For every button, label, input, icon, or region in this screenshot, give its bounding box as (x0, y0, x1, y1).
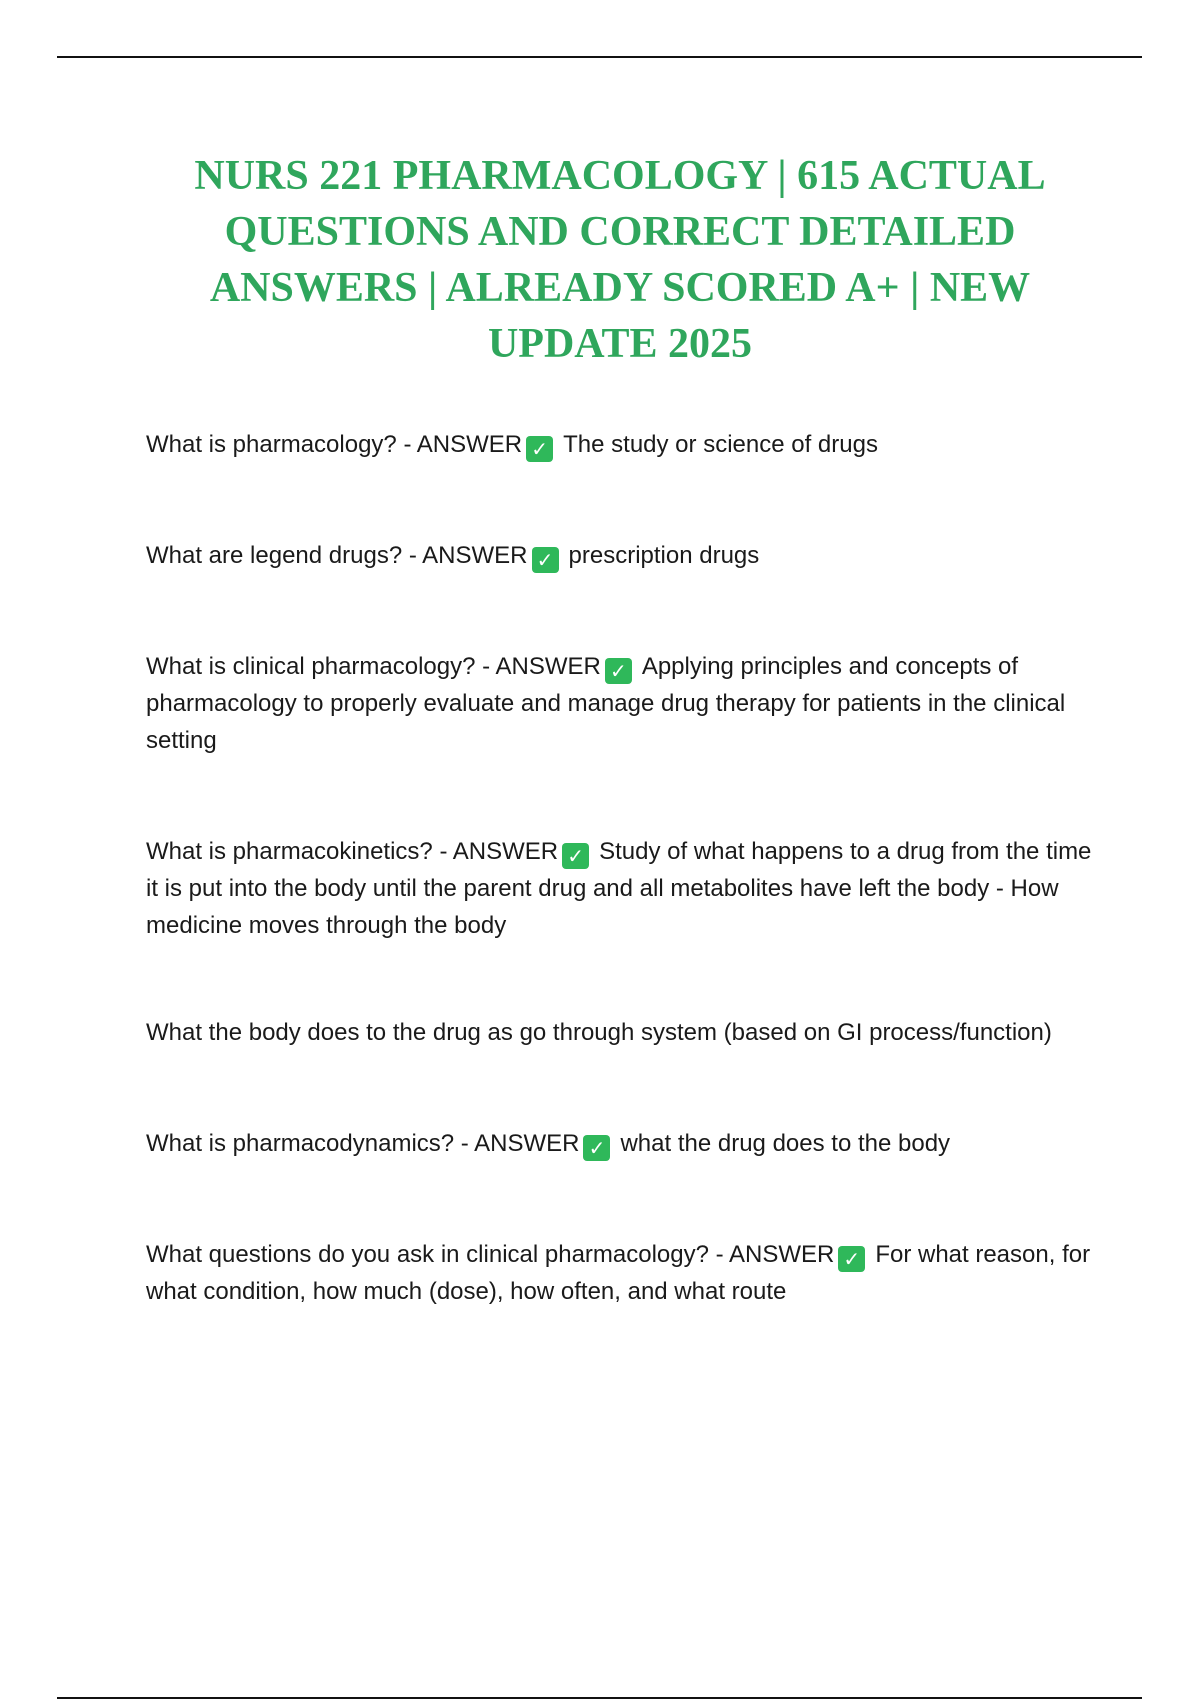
question-text: What is pharmacokinetics? - ANSWER (146, 838, 559, 865)
answer-text: what the drug does to the body (620, 1130, 951, 1157)
top-rule (57, 56, 1142, 58)
qa-item (146, 1125, 1096, 1162)
check-mark-icon: ✓ (526, 436, 553, 462)
document-title: NURS 221 PHARMACOLOGY | 615 ACTUAL QUESTIONS AND CORRECT DETAILED ANSWERS | ALREADY SCORED A+ | NEW UPDATE 2025 (194, 153, 1046, 367)
answer-text: Applying principles and concepts of pharmacology to properly evaluate and manage drug therapy for patients in the clinical setting (146, 653, 1066, 754)
qa-item (146, 1236, 1096, 1310)
question-text: What are legend drugs? - ANSWER (146, 542, 528, 569)
question-text: What is pharmacodynamics? - ANSWER (146, 1130, 580, 1157)
check-mark-icon: ✓ (605, 658, 632, 684)
answer-text: The study or science of drugs (563, 431, 878, 458)
answer-text: Study of what happens to a drug from the time it is put into the body until the parent drug and all metabolites have left the body - How medicine moves through the body (146, 838, 1092, 939)
check-mark-icon: ✓ (532, 547, 559, 573)
qa-item (146, 648, 1096, 759)
qa-item (146, 833, 1096, 944)
question-text: What is pharmacology? - ANSWER (146, 431, 523, 458)
question-text: What is clinical pharmacology? - ANSWER (146, 653, 601, 680)
qa-item (146, 537, 1096, 574)
bottom-rule (57, 1697, 1142, 1699)
qa-item (146, 1014, 1096, 1051)
qa-item (146, 426, 1096, 463)
qa-list (146, 426, 1096, 1310)
check-mark-icon: ✓ (838, 1246, 865, 1272)
answer-text: For what reason, for what condition, how much (dose), how often, and what route (146, 1241, 1091, 1305)
check-mark-icon: ✓ (583, 1135, 610, 1161)
note-text: What the body does to the drug as go through system (based on GI process/function) (146, 1019, 1052, 1046)
answer-text: prescription drugs (568, 542, 760, 569)
check-mark-icon: ✓ (562, 843, 589, 869)
question-text: What questions do you ask in clinical pharmacology? - ANSWER (146, 1241, 835, 1268)
